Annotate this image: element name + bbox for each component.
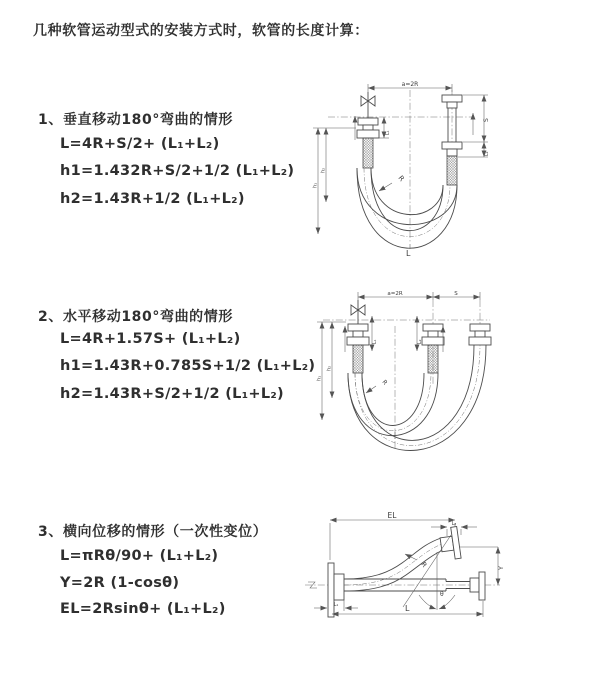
dim-label-s: S <box>454 291 458 297</box>
dim-label-l1: L₁ <box>373 339 378 344</box>
dim-label-l: L <box>405 604 410 613</box>
left-fitting-neck <box>363 125 373 130</box>
radius-label: R <box>419 560 429 569</box>
dim-label-el: EL <box>387 511 397 520</box>
radius-label: R <box>396 174 406 184</box>
dim-label-a2r: a=2R <box>401 81 419 88</box>
hose-wall <box>371 168 443 231</box>
hose-wall-curved <box>344 538 441 579</box>
upper-flange <box>439 526 461 560</box>
left-flange-neck <box>334 574 344 600</box>
right-fitting-neck-top <box>447 102 457 108</box>
section2-heading: 2、水平移动180°弯曲的情形 <box>38 309 233 325</box>
angle-label-theta: θ <box>440 591 444 598</box>
doc-title: 几种软管运动型式的安装方式时，软管的长度计算： <box>33 23 369 39</box>
right-fitting-flange-top <box>442 95 462 102</box>
section1-heading: 1、垂直移动180°弯曲的情形 <box>38 112 233 128</box>
section2-formula-h1: h1=1.43R+0.785S+1/2 (L₁+L₂) <box>60 358 316 374</box>
hose-wall <box>371 168 443 215</box>
left-braid <box>363 138 373 168</box>
hose-wall <box>362 373 424 426</box>
dim-label-s: S <box>483 118 490 122</box>
section1-formula-h2: h2=1.43R+1/2 (L₁+L₂) <box>60 191 245 207</box>
dim-label-a2r: a=2R <box>387 291 403 297</box>
mid-fitting-flange2 <box>422 337 444 345</box>
section1-formula-L: L=4R+S/2+ (L₁+L₂) <box>60 136 220 152</box>
right-fitting-neck <box>475 331 485 337</box>
section2-formula-h2: h2=1.43R+S/2+1/2 (L₁+L₂) <box>60 386 284 402</box>
dim-label-l2: L₂ <box>418 339 423 344</box>
dim-label-l1: L₁ <box>386 130 391 135</box>
section3-heading: 3、横向位移的情形（一次性变位） <box>38 524 268 540</box>
dim-label-l2: L₂ <box>451 522 457 527</box>
right-fitting-flange <box>470 324 490 331</box>
left-fitting-flange <box>358 118 378 125</box>
radius-leader <box>379 183 392 191</box>
right-flange-plate <box>479 572 485 600</box>
hose-wall <box>348 373 438 436</box>
left-fitting-flange2 <box>357 130 379 138</box>
dim-label-h1: h₁ <box>312 182 319 188</box>
dim-label-h2: h₂ <box>326 365 333 371</box>
section3-formula-Y: Y=2R (1-cosθ) <box>60 575 180 591</box>
dim-label-h1: h₁ <box>316 375 323 381</box>
right-flange-neck <box>470 578 479 592</box>
left-fitting-flange2 <box>347 337 369 345</box>
radius-leader <box>366 386 376 393</box>
dim-label-l1: L₁ <box>333 603 339 608</box>
left-fitting-flange <box>348 324 368 331</box>
section3-formula-EL: EL=2Rsinθ+ (L₁+L₂) <box>60 601 226 617</box>
section3-formula-L: L=πRθ/90+ (L₁+L₂) <box>60 548 219 564</box>
left-fitting-neck <box>353 331 363 337</box>
mid-fitting-flange <box>423 324 443 331</box>
mid-fitting-neck <box>428 331 438 337</box>
left-braid <box>353 345 363 373</box>
right-fitting-flange2 <box>469 337 491 345</box>
diagram-vertical-180-bend <box>310 78 600 258</box>
left-flange-plate <box>328 563 334 617</box>
mid-braid <box>428 345 438 373</box>
section1-formula-h1: h1=1.432R+S/2+1/2 (L₁+L₂) <box>60 163 295 179</box>
right-braid <box>447 156 457 185</box>
dim-label-l2: L₂ <box>485 151 490 156</box>
angle-arc <box>419 595 436 609</box>
diagram-lateral-displacement <box>300 508 600 638</box>
right-fitting-neck-low <box>447 149 457 156</box>
radius-label: R <box>380 378 389 387</box>
length-label: L <box>406 249 411 258</box>
right-fitting-flange-low <box>442 142 462 149</box>
dim-label-h2: h₂ <box>320 167 327 173</box>
dim-label-y: Y <box>497 566 505 570</box>
diagram-horizontal-180-bend <box>312 286 497 458</box>
radius-construction-line <box>403 535 451 607</box>
section2-formula-L: L=4R+1.57S+ (L₁+L₂) <box>60 331 241 347</box>
